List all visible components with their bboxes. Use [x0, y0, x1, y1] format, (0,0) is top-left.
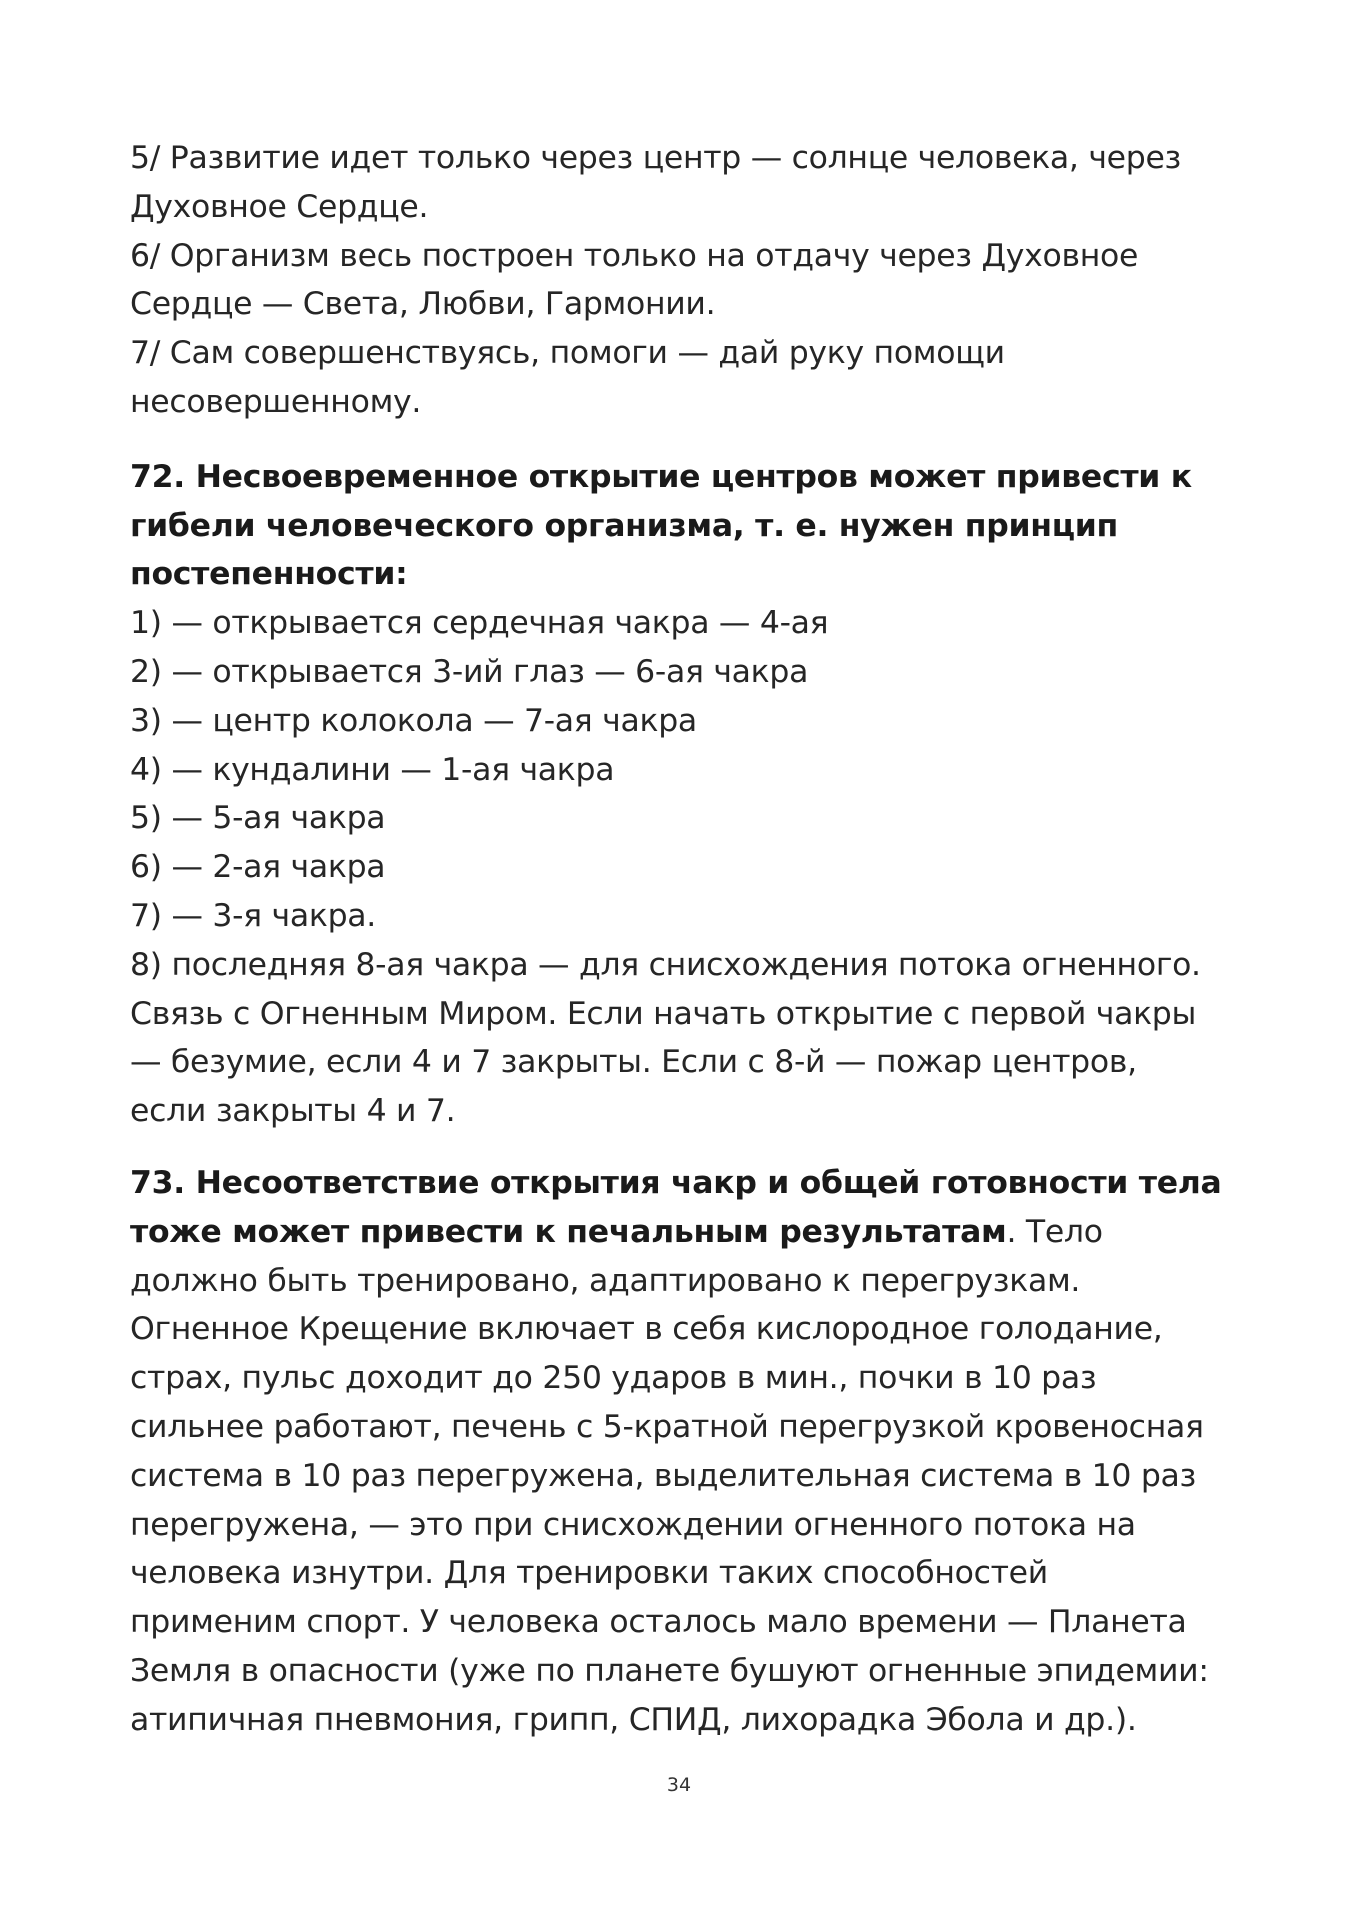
section-73: [130, 1159, 1240, 1745]
text-line: перегружена, — это при снисхождении огненного потока на: [130, 1506, 1136, 1543]
list-item: 4) — кундалини — 1-ая чакра: [130, 751, 615, 788]
heading-line-mixed: [130, 1208, 1240, 1257]
text-line: 7/ Сам совершенствуясь, помоги — дай руку помощи: [130, 335, 1005, 372]
heading-bold-text: тоже может привести к печальным результатам: [130, 1213, 1007, 1250]
list-item: 6) — 2-ая чакра: [130, 849, 386, 886]
text-line: Сердце — Света, Любви, Гармонии.: [130, 286, 716, 323]
text-line: Земля в опасности (уже по планете бушуют огненные эпидемии:: [130, 1652, 1209, 1689]
text-line: должно быть тренировано, адаптировано к перегрузкам.: [130, 1262, 1081, 1299]
intro-paragraph: [130, 134, 1240, 427]
text-line: человека изнутри. Для тренировки таких способностей: [130, 1555, 1048, 1592]
list-item: 1) — открывается сердечная чакра — 4-ая: [130, 605, 829, 642]
list-item: 3) — центр колокола — 7-ая чакра: [130, 702, 697, 739]
text-line: 6/ Организм весь построен только на отдачу через Духовное: [130, 237, 1139, 274]
text-line: если закрыты 4 и 7.: [130, 1093, 456, 1130]
text-line: атипичная пневмония, грипп, СПИД, лихорадка Эбола и др.).: [130, 1701, 1137, 1738]
text-line: применим спорт. У человека осталось мало времени — Планета: [130, 1604, 1187, 1641]
text-line: система в 10 раз перегружена, выделительная система в 10 раз: [130, 1457, 1196, 1494]
list-item: 5) — 5-ая чакра: [130, 800, 386, 837]
text-line: Связь с Огненным Миром. Если начать открытие с первой чакры: [130, 995, 1197, 1032]
page-number: 34: [666, 1774, 692, 1796]
section-72: [130, 453, 1240, 1136]
heading-line: гибели человеческого организма, т. е. нужен принцип: [130, 507, 1118, 544]
section-72-heading: [130, 453, 1240, 599]
text-line: страх, пульс доходит до 250 ударов в мин., почки в 10 раз: [130, 1360, 1097, 1397]
text-line: несовершенному.: [130, 383, 422, 420]
text-line: — безумие, если 4 и 7 закрыты. Если с 8-й — пожар центров,: [130, 1044, 1137, 1081]
heading-line: постепенности:: [130, 556, 408, 593]
list-item: 2) — открывается 3-ий глаз — 6-ая чакра: [130, 653, 809, 690]
section-72-list: [130, 599, 1240, 1136]
text-line: Духовное Сердце.: [130, 188, 429, 225]
text-line: Огненное Крещение включает в себя кислородное голодание,: [130, 1311, 1163, 1348]
text-line: сильнее работают, печень с 5-кратной перегрузкой кровеносная: [130, 1408, 1204, 1445]
list-item: 7) — 3-я чакра.: [130, 897, 376, 934]
heading-rest-text: . Тело: [1006, 1213, 1103, 1250]
heading-line: 72. Несвоевременное открытие центров может привести к: [130, 458, 1192, 495]
heading-line: 73. Несоответствие открытия чакр и общей готовности тела: [130, 1164, 1222, 1201]
list-item: 8) последняя 8-ая чакра — для снисхождения потока огненного.: [130, 946, 1201, 983]
page-content: [130, 134, 1240, 1745]
text-line: 5/ Развитие идет только через центр — солнце человека, через: [130, 140, 1181, 176]
